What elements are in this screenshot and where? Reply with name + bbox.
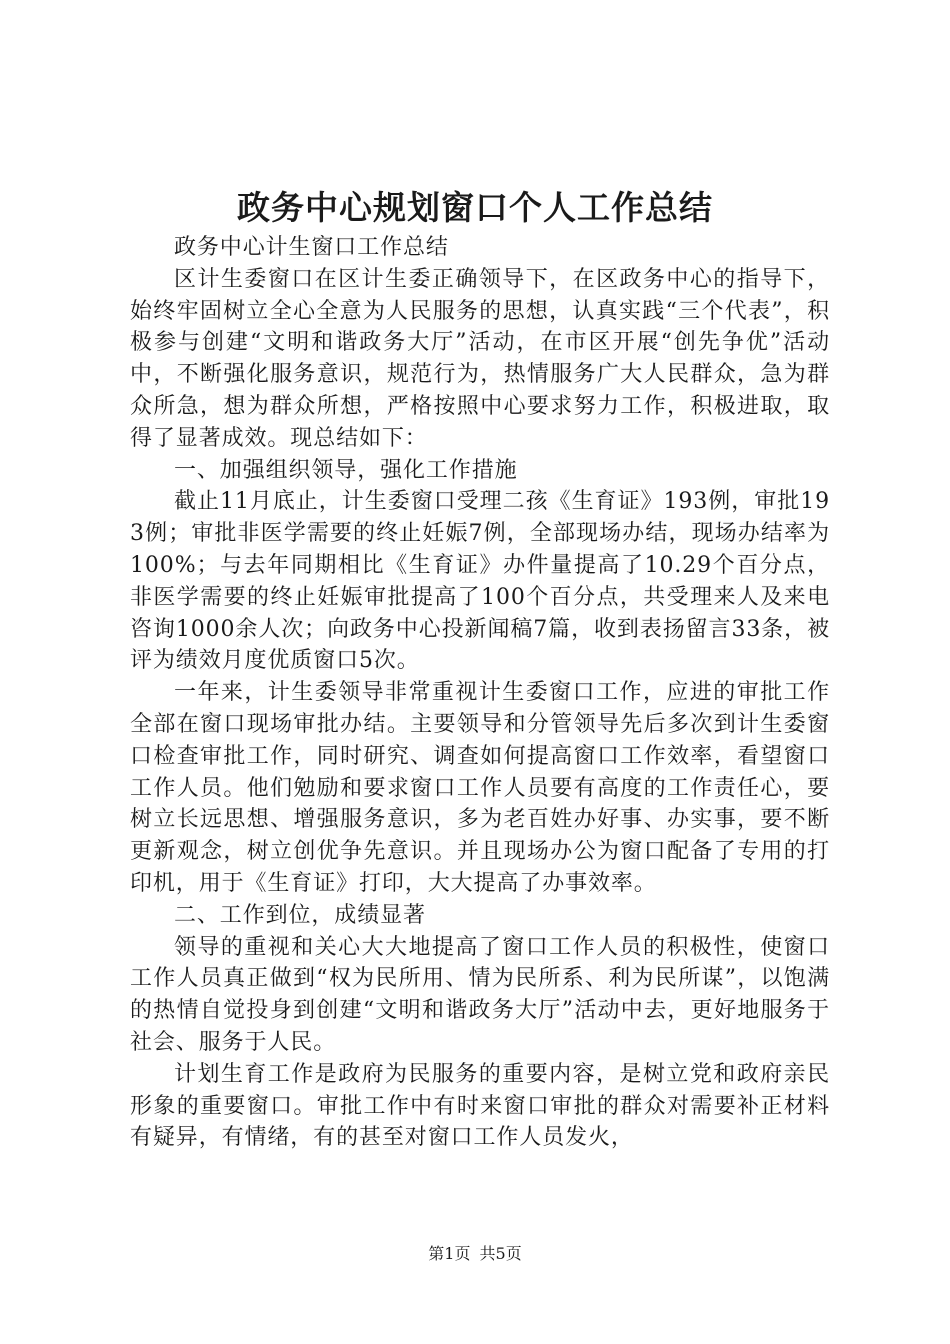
page-total: 共5页 <box>479 1244 522 1263</box>
page-footer <box>0 1244 950 1264</box>
section-heading: 一、加强组织领导，强化工作措施 <box>174 457 518 483</box>
section-heading: 二、工作到位，成绩显著 <box>174 902 426 928</box>
page-number: 第1页 <box>428 1244 471 1263</box>
body-paragraph: 一年来，计生委领导非常重视计生委窗口工作，应进的审批工作全部在窗口现场审批办结。主要领导和分管领导先后多次到计生委窗口检查审批工作，同时研究、调查如何提高窗口工作效率，看望窗口工作人员。他们勉励和要求窗口工作人员要有高度的工作责任心，要树立长远思想、增强服务意识，多为老百姓办好事、办实事，要不断更新观念，树立创优争先意识。并且现场办公为窗口配备了专用的打印机，用于《生育证》打印，大大提高了办事效率。 <box>130 680 830 896</box>
body-paragraph: 计划生育工作是政府为民服务的重要内容，是树立党和政府亲民形象的重要窗口。审批工作中有时来窗口审批的群众对需要补正材料有疑异，有情绪，有的甚至对窗口工作人员发火， <box>130 1061 830 1151</box>
body-paragraph: 领导的重视和关心大大地提高了窗口工作人员的积极性，使窗口工作人员真正做到“权为民所用、情为民所系、利为民所谋”，以饱满的热情自觉投身到创建“文明和谐政务大厅”活动中去，更好地服务于社会、服务于人民。 <box>130 934 830 1055</box>
document-body <box>130 232 830 1154</box>
body-paragraph: 区计生委窗口在区计生委正确领导下，在区政务中心的指导下，始终牢固树立全心全意为人民服务的思想，认真实践“三个代表”，积极参与创建“文明和谐政务大厅”活动，在市区开展“创先争优”活动中，不断强化服务意识，规范行为，热情服务广大人民群众，急为群众所急，想为群众所想，严格按照中心要求努力工作，积极进取，取得了显著成效。现总结如下： <box>130 266 830 451</box>
subtitle-paragraph: 政务中心计生窗口工作总结 <box>174 235 449 260</box>
document-title: 政务中心规划窗口个人工作总结 <box>237 188 713 227</box>
body-paragraph: 截止11月底止，计生委窗口受理二孩《生育证》193例，审批193例；审批非医学需要的终止妊娠7例，全部现场办结，现场办结率为100%；与去年同期相比《生育证》办件量提高了10.29个百分点，非医学需要的终止妊娠审批提高了100个百分点，共受理来人及来电咨询1000余人次；向政务中心投新闻稿7篇，收到表扬留言33条，被评为绩效月度优质窗口5次。 <box>130 489 830 674</box>
